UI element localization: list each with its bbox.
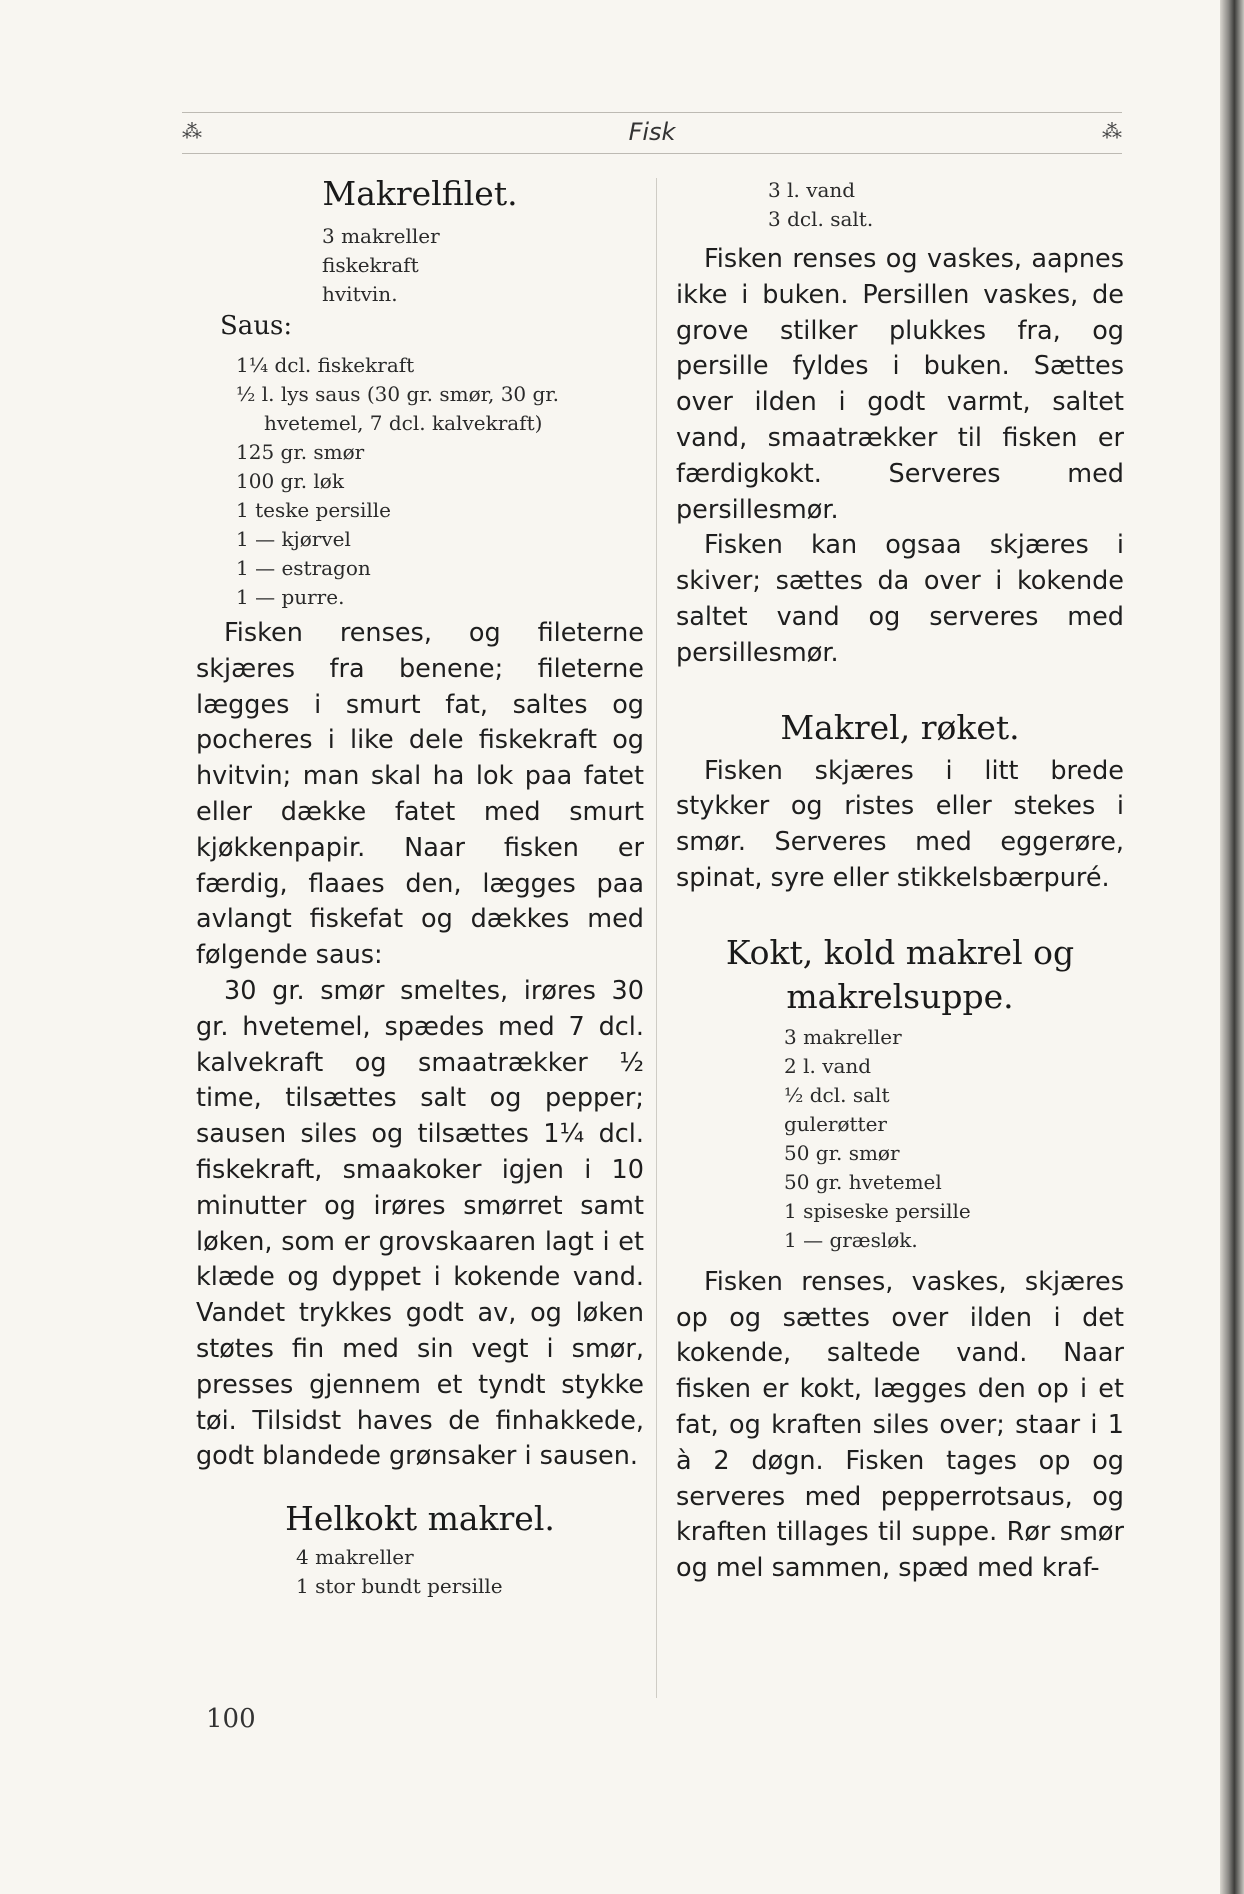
saus-label: Saus: <box>220 311 293 341</box>
paragraph: Fisken renses, vaskes, skjæres op og sættes over ilden i det kokende, saltede vand. Naar fisken er kokt, lægges den op i et fat, og kraften siles over; staar i 1 à 2 døgn. Fisken tages op og serveres med pepperrotsaus, og kraften tillages til suppe. Rør smør og mel sammen, spæd med kraf- <box>676 1266 1124 1584</box>
ingredient: 1 — græsløk. <box>784 1227 918 1252</box>
title-line: makrelsuppe. <box>786 976 1014 1016</box>
recipe-body <box>676 242 1124 672</box>
ingredient: hvitvin. <box>322 282 398 306</box>
running-header <box>182 112 1122 154</box>
ingredient: 2 l. vand <box>784 1053 872 1078</box>
ingredient: 1 teske persille <box>236 498 392 522</box>
ingredient: 1 — estragon <box>236 556 371 580</box>
paragraph: Fisken skjæres i litt brede stykker og ristes eller stekes i smør. Serveres med eggerøre, spinat, syre eller stikkelsbærpuré. <box>676 755 1124 893</box>
ingredient: 100 gr. løk <box>236 469 344 493</box>
recipe-title-roket: Makrel, røket. <box>780 707 1020 747</box>
paragraph: Fisken renses, og fileterne skjæres fra benene; fileterne lægges i smurt fat, saltes og pocheres i like dele fiskekraft og hvitvin; man skal ha lok paa fatet eller dække fatet med smurt kjøkkenpapir. Naar fisken er færdig, flaaes den, lægges paa avlangt fiskefat og dækkes med følgende saus: <box>196 618 644 971</box>
paragraph: Fisken kan ogsaa skjæres i skiver; sættes da over i kokende saltet vand og serveres med persillesmør. <box>676 530 1124 668</box>
ingredient: 50 gr. smør <box>784 1140 900 1165</box>
recipe-body <box>676 1265 1124 1587</box>
recipe-body <box>676 754 1124 897</box>
recipe-title-makrelfilet: Makrelfilet. <box>322 174 518 213</box>
ingredient-list <box>296 1543 644 1601</box>
ingredient: 50 gr. hvetemel <box>784 1169 942 1194</box>
left-column <box>196 172 644 1601</box>
ingredient: 1 spiseske persille <box>784 1198 971 1223</box>
ingredient: 3 dcl. salt. <box>768 207 874 231</box>
ingredient: 3 l. vand <box>768 178 856 202</box>
ingredient: ½ dcl. salt <box>784 1082 890 1107</box>
running-header-title: Fisk <box>628 118 676 146</box>
recipe-title-kokt-kold <box>676 931 1124 1019</box>
ingredient: fiskekraft <box>322 253 419 277</box>
ingredient-list <box>322 222 644 309</box>
ingredient: 1 — purre. <box>236 585 345 609</box>
title-line: Kokt, kold makrel og <box>725 932 1075 972</box>
recipe-title-helkokt: Helkokt makrel. <box>285 1499 555 1539</box>
saus-ingredient-list <box>236 351 644 612</box>
paragraph: 30 gr. smør smeltes, irøres 30 gr. hvetemel, spædes med 7 dcl. kalvekraft og smaatrækker ½ time, tilsættes salt og pepper; sausen siles og tilsættes 1¼ dcl. fiskekraft, smaakoker igjen i 10 minutter og irøres smørret samt løken, som er grovskaaren lagt i et klæde og dyppet i kokende vand. Vandet trykkes godt av, og løken støtes fin med sin vegt i smør, presses gjennem et tyndt stykke tøi. Tilsidst haves de finhakkede, godt blandede grønsaker i sausen. <box>196 975 644 1472</box>
ingredient: 125 gr. smør <box>236 440 365 464</box>
column-divider <box>656 178 657 1698</box>
ingredient: 3 makreller <box>784 1024 902 1049</box>
right-column <box>676 172 1124 1587</box>
recipe-body <box>196 616 644 1475</box>
ingredient: hvetemel, 7 dcl. kalvekraft) <box>264 411 543 435</box>
ingredient: 3 makreller <box>322 224 440 248</box>
page-number: 100 <box>206 1704 256 1734</box>
ingredient-list <box>768 176 1124 234</box>
book-spine-edge <box>1220 0 1244 1894</box>
ingredient: 1 — kjørvel <box>236 527 351 551</box>
ingredient: gulerøtter <box>784 1111 887 1136</box>
ingredient: 1¼ dcl. fiskekraft <box>236 353 415 377</box>
ingredient-list <box>784 1023 1124 1255</box>
ingredient: 1 stor bundt persille <box>296 1574 503 1599</box>
ingredient: ½ l. lys saus (30 gr. smør, 30 gr. <box>236 382 560 406</box>
ornament-right-icon: ⁂ <box>1102 119 1122 143</box>
ingredient: 4 makreller <box>296 1545 414 1570</box>
ornament-left-icon: ⁂ <box>182 119 202 143</box>
paragraph: Fisken renses og vaskes, aapnes ikke i buken. Persillen vaskes, de grove stilker plukkes fra, og persille fyldes i buken. Sættes over ilden i godt varmt, saltet vand, smaatrækker til fisken er færdigkokt. Serveres med persillesmør. <box>676 244 1124 525</box>
